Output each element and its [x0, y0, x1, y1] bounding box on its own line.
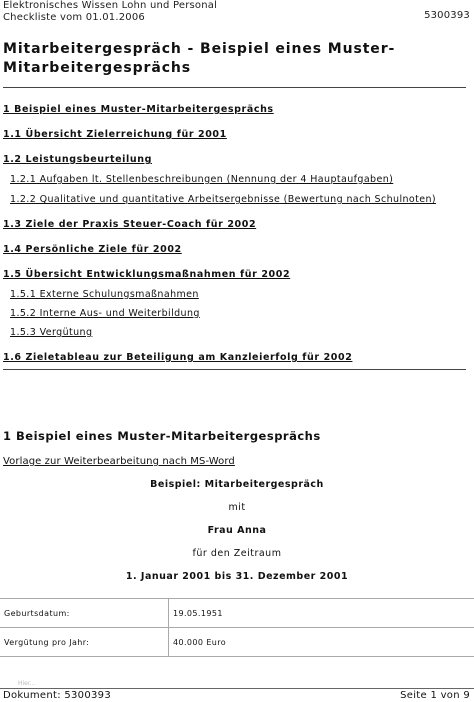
toc-link-1-2-1[interactable]: 1.2.1 Aufgaben lt. Stellenbeschreibungen (Nennung der 4 Hauptaufgaben)	[10, 174, 393, 185]
section-heading: 1 Beispiel eines Muster-Mitarbeitergesprächs	[3, 429, 321, 443]
faint-watermark-text: Hier...	[18, 680, 36, 687]
title-line-1: Mitarbeitergespräch - Beispiel eines Muster-	[3, 40, 463, 59]
table-row	[0, 599, 474, 628]
title-divider	[3, 87, 466, 88]
header-line-1: Elektronisches Wissen Lohn und Personal	[3, 0, 217, 12]
example-title: Beispiel: Mitarbeitergespräch	[0, 479, 474, 490]
toc-link-1-5[interactable]: 1.5 Übersicht Entwicklungsmaßnahmen für 2002	[3, 269, 290, 280]
footer-page-number: Seite 1 von 9	[400, 690, 470, 701]
toc-link-1-3[interactable]: 1.3 Ziele der Praxis Steuer-Coach für 2002	[3, 219, 256, 230]
toc-link-1-5-1[interactable]: 1.5.1 Externe Schulungsmaßnahmen	[10, 289, 199, 300]
page-title	[3, 40, 463, 78]
table-cell-key: Vergütung pro Jahr:	[0, 628, 169, 657]
header-doc-id: 5300393	[424, 10, 470, 21]
toc-link-1-6[interactable]: 1.6 Zieletableau zur Beteiligung am Kanzleierfolg für 2002	[3, 352, 352, 363]
toc-link-1-1[interactable]: 1.1 Übersicht Zielerreichung für 2001	[3, 129, 227, 140]
person-name: Frau Anna	[0, 525, 474, 536]
toc-link-1[interactable]: 1 Beispiel eines Muster-Mitarbeitergesprächs	[3, 104, 274, 115]
table-cell-value: 19.05.1951	[169, 599, 474, 628]
toc-link-1-4[interactable]: 1.4 Persönliche Ziele für 2002	[3, 244, 182, 255]
toc-divider	[3, 369, 466, 370]
toc-link-1-5-3[interactable]: 1.5.3 Vergütung	[10, 327, 92, 338]
period-label: für den Zeitraum	[0, 548, 474, 559]
toc-link-1-2-2[interactable]: 1.2.2 Qualitative und quantitative Arbeitsergebnisse (Bewertung nach Schulnoten)	[10, 194, 436, 205]
footer-document-id: Dokument: 5300393	[3, 690, 111, 701]
title-line-2: Mitarbeitergesprächs	[3, 59, 463, 78]
toc-link-1-5-2[interactable]: 1.5.2 Interne Aus- und Weiterbildung	[10, 308, 200, 319]
word-template-link[interactable]: Vorlage zur Weiterbearbeitung nach MS-Word	[3, 456, 235, 467]
page-footer	[0, 688, 474, 702]
table-row	[0, 628, 474, 657]
header-line-2: Checkliste vom 01.01.2006	[3, 12, 217, 24]
toc-link-1-2[interactable]: 1.2 Leistungsbeurteilung	[3, 154, 152, 165]
table-cell-value: 40.000 Euro	[169, 628, 474, 657]
table-cell-key: Geburtsdatum:	[0, 599, 169, 628]
with-label: mit	[0, 502, 474, 513]
period-range: 1. Januar 2001 bis 31. Dezember 2001	[0, 571, 474, 582]
document-header	[3, 0, 217, 24]
employee-data-table	[0, 598, 474, 657]
